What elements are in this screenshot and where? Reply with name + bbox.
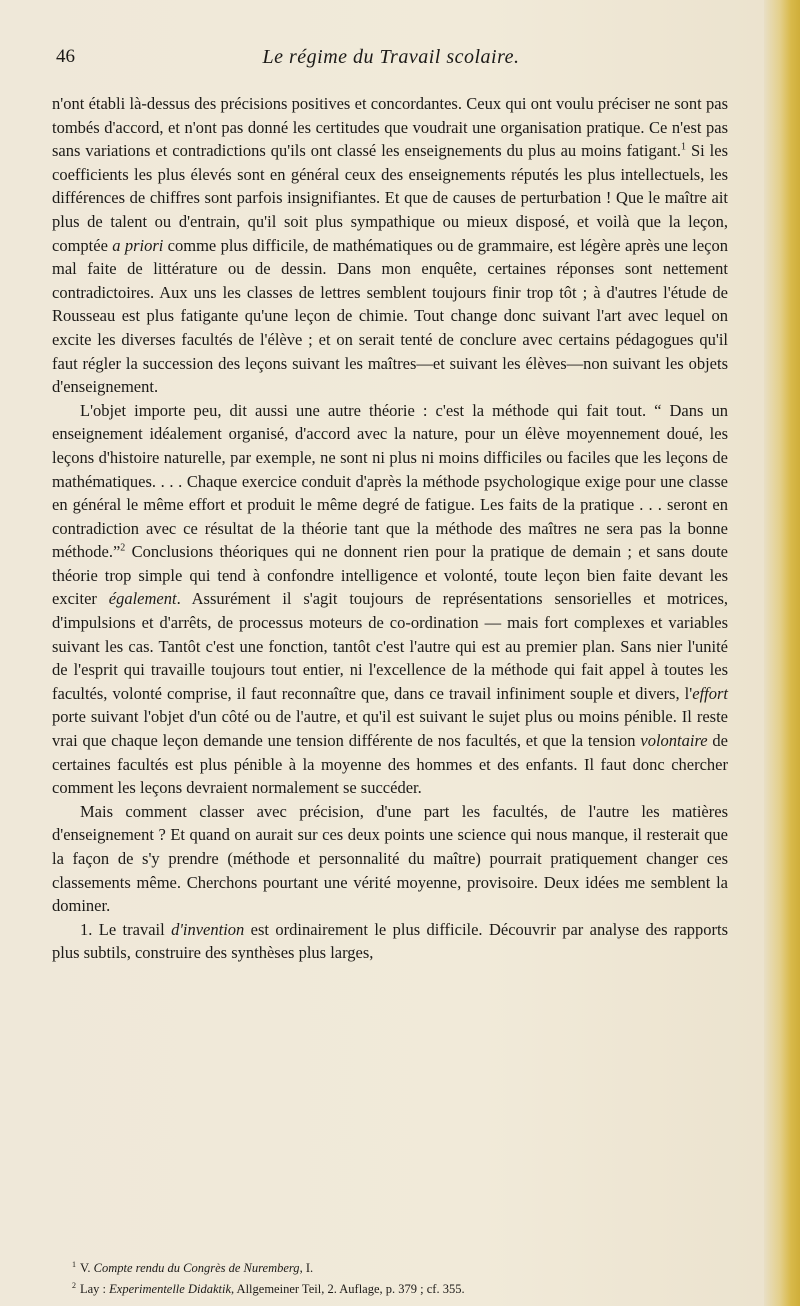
emphasized-text: Compte rendu du Congrès de Nuremberg (93, 1261, 300, 1276)
text-run: V. (80, 1261, 94, 1276)
footnote (72, 1256, 728, 1277)
emphasized-text: Experimentelle Didaktik (109, 1282, 231, 1297)
footnote-reference: 1 (680, 141, 686, 153)
emphasized-text: effort (692, 683, 728, 703)
text-run: Si les coefficients les plus élevés sont en général ceux des enseignements réputés les plus intellectuels, les différences de chiffres sont parfois insignifiantes. Et que de causes de perturbation ! Que le maître ait plus de talent ou d'entrain, qu'il soit plus sympathique ou mieux disposé, et voilà que la leçon, comptée (52, 141, 729, 255)
text-run: L'objet importe peu, dit aussi une autre théorie : c'est la méthode qui fait tout. “ Dans un enseignement idéalement organisé, d'accord avec la nature, pour un élève moyennement doué, les leçons d'histoire naturelle, par exemple, ne sont ni plus ni moins difficiles ou faciles que les leçons de mathématiques. . . . Chaque exercice conduit d'après la méthode psychologique exige pour une classe en général le même effort et produit le même degré de fatigue. Les faits de la pratique . . . seront en contradiction avec ce résultat de la théorie tant que la méthode des maîtres ne sera pas la bonne méthode.” (52, 400, 728, 562)
text-run: porte suivant l'objet d'un côté ou de l'autre, et qu'il est suivant le sujet plus ou moins pénible. Il reste vrai que chaque leçon demande une tension différente de nos facultés, et que la tension (52, 707, 728, 751)
footnote-reference: 2 (120, 542, 126, 554)
text-run: Lay : (80, 1282, 110, 1297)
text-run: , I. (299, 1261, 314, 1276)
running-head (56, 46, 726, 76)
page-edge (764, 0, 800, 1306)
text-run: , Allgemeiner Teil, 2. Auflage, p. 379 ; cf. 355. (231, 1282, 465, 1297)
text-run: de certaines facultés est plus pénible à la moyenne des hommes et des enfants. Il faut donc chercher comment les leçons devraient normalement se succéder. (52, 731, 728, 798)
page-number: 46 (56, 46, 75, 67)
text-run: comme plus difficile, de mathématiques ou de grammaire, est légère après une leçon mal faite de littérature ou de dessin. Dans mon enquête, certaines réponses sont nettement contradictoires. Aux uns les classes de lettres semblent toujours finir trop tôt ; à d'autres l'étude de Rousseau est plus fatigante qu'une leçon de chimie. Tout change donc suivant l'art avec lequel on excite les diverses facultés de l'élève ; et on serait tenté de conclure avec certains pédagogues qu'il faut régler la succession des leçons suivant les maîtres—et suivant les élèves—non suivant les objets d'enseignement. (52, 235, 728, 397)
text-run: n'ont établi là-dessus des précisions positives et concordantes. Ceux qui ont voulu préciser ne sont pas tombés d'accord, et n'ont pas donné les certitudes que voudrait une organisation pratique. Ce n'est pas sans variations et contradictions qu'ils ont classé les enseignements du plus au moins fatigant. (52, 94, 728, 161)
body-text (52, 92, 728, 965)
text-run: est ordinairement le plus difficile. Découvrir par analyse des rapports plus subtils, construire des synthèses plus larges, (52, 919, 728, 963)
emphasized-text: a priori (112, 235, 164, 255)
paragraph (52, 800, 728, 918)
running-title: Le régime du Travail scolaire. (262, 46, 520, 68)
text-run: Conclusions théoriques qui ne donnent rien pour la pratique de demain ; et sans doute théorie trop simple qui tend à confondre intelligence et volonté, toute leçon bien faite devant les exciter (52, 542, 728, 609)
footnote (72, 1277, 728, 1298)
paragraph (52, 918, 728, 965)
emphasized-text: également (108, 589, 177, 609)
footnote-number: 2 (72, 1281, 76, 1291)
footnote-number: 1 (72, 1260, 76, 1269)
emphasized-text: d'invention (171, 919, 245, 939)
text-run: 1. Le travail (80, 919, 172, 939)
paragraph (52, 399, 728, 800)
footnotes (72, 1256, 728, 1298)
paragraph (52, 92, 728, 399)
text-run: Mais comment classer avec précision, d'une part les facultés, de l'autre les matières d'enseignement ? Et quand on aurait sur ces deux points une science qui nous manque, il resterait que la façon de s'y prendre (méthode et personnalité du maître) pourrait pratiquement changer ces classements même. Cherchons pourtant une vérité moyenne, provisoire. Deux idées me semblent la dominer. (52, 801, 728, 916)
emphasized-text: volontaire (640, 731, 708, 751)
text-run: . Assurément il s'agit toujours de représentations sensorielles et motrices, d'impulsions et d'arrêts, de processus moteurs de co-ordination — mais fort complexes et variables suivant les cas. Tantôt c'est une fonction, tantôt c'est l'autre qui est au premier plan. Sans nier l'unité de l'esprit qui travaille toujours tout entier, ni l'excellence de la méthode qui fait appel à toutes les facultés, volonté comprise, il faut reconnaître que, dans ce travail infiniment souple et divers, l' (52, 589, 728, 703)
